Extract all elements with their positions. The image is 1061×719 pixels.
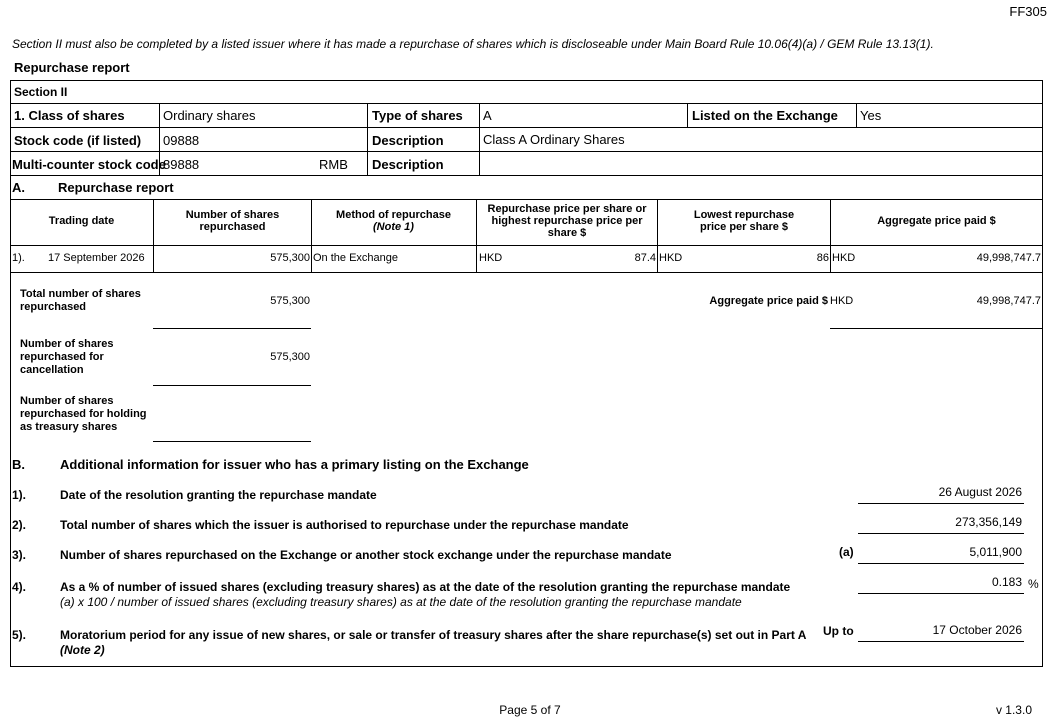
b3-text: Number of shares repurchased on the Exchange or another stock exchange under the repurchase mandate [60, 548, 672, 562]
row-lowest-currency: HKD [659, 252, 683, 264]
col-price: Repurchase price per share or highest repurchase price per share $ [487, 203, 647, 239]
description2-label: Description [372, 157, 444, 172]
b3-num: 3). [12, 548, 27, 562]
b1-value: 26 August 2026 [938, 485, 1022, 499]
stock-code-value: 09888 [163, 133, 200, 148]
multi-counter-value: 89888 [163, 157, 200, 172]
listed-value: Yes [860, 108, 882, 123]
b5-num: 5). [12, 628, 27, 642]
col-num-shares: Number of shares repurchased [185, 209, 280, 233]
col-method-note: (Note 1) [373, 221, 414, 233]
aggregate-total-currency: HKD [830, 295, 854, 307]
col-method-label: Method of repurchase [336, 209, 451, 221]
col-aggregate: Aggregate price paid $ [877, 215, 996, 227]
row-index: 1). [12, 252, 25, 264]
row-lowest: 86 [816, 252, 829, 264]
b4-unit: % [1028, 577, 1039, 591]
b3-tag: (a) [839, 545, 854, 559]
b4-num: 4). [12, 580, 27, 594]
type-label: Type of shares [372, 108, 463, 123]
class-label: 1. Class of shares [14, 108, 125, 123]
b4-text: As a % of number of issued shares (excluding treasury shares) as at the date of the resolution granting the repurchase mandate [60, 580, 791, 594]
multi-counter-label: Multi-counter stock code [12, 157, 166, 172]
b4-value: 0.183 [991, 575, 1022, 589]
version: v 1.3.0 [995, 703, 1032, 717]
page-number: Page 5 of 7 [499, 703, 561, 717]
section-label: Section II [14, 85, 68, 99]
row-aggregate-currency: HKD [832, 252, 856, 264]
part-b-title: Additional information for issuer who has a primary listing on the Exchange [60, 457, 529, 472]
row-price: 87.4 [634, 252, 656, 264]
col-trading-date: Trading date [48, 215, 115, 227]
b2-num: 2). [12, 518, 27, 532]
intro-text: Section II must also be completed by a listed issuer where it has made a repurchase of shares which is discloseable under Main Board Rule 10.06(4)(a) / GEM Rule 13.13(1). [12, 37, 934, 51]
row-num-shares: 575,300 [270, 252, 310, 264]
row-aggregate: 49,998,747.7 [976, 252, 1041, 264]
col-lowest: Lowest repurchase price per share $ [693, 209, 795, 233]
aggregate-total-value: 49,998,747.7 [976, 295, 1041, 307]
cancellation-value: 575,300 [270, 351, 310, 363]
row-method: On the Exchange [313, 252, 399, 264]
b3-value: 5,011,900 [969, 545, 1022, 559]
b5-tag: Up to [823, 624, 854, 638]
b5-note: (Note 2) [60, 643, 105, 657]
col-method [311, 209, 476, 233]
listed-label: Listed on the Exchange [692, 108, 838, 123]
report-title: Repurchase report [14, 60, 130, 75]
stock-code-label: Stock code (if listed) [14, 133, 142, 148]
row-price-currency: HKD [479, 252, 503, 264]
description-label: Description [372, 133, 444, 148]
type-value: A [483, 108, 492, 123]
treasury-label: Number of shares repurchased for holding as treasury shares [20, 395, 147, 433]
multi-counter-currency: RMB [319, 157, 348, 172]
b2-text: Total number of shares which the issuer is authorised to repurchase under the repurchase mandate [60, 518, 629, 532]
b5-value: 17 October 2026 [932, 623, 1022, 637]
row-trading-date: 17 September 2026 [48, 252, 145, 264]
part-a-letter: A. [12, 180, 25, 195]
b4-subtext: (a) x 100 / number of issued shares (excluding treasury shares) as at the date of the resolution granting the repurchase mandate [60, 595, 742, 609]
class-value: Ordinary shares [163, 108, 256, 123]
part-a-title: Repurchase report [58, 180, 174, 195]
b1-text: Date of the resolution granting the repurchase mandate [60, 488, 377, 502]
form-code: FF305 [1009, 4, 1047, 19]
total-shares-label: Total number of shares repurchased [20, 288, 141, 313]
part-b-letter: B. [12, 457, 25, 472]
cancellation-label: Number of shares repurchased for cancellation [20, 338, 114, 376]
b2-value: 273,356,149 [955, 515, 1022, 529]
aggregate-total-label: Aggregate price paid $ [709, 295, 828, 307]
total-shares-value: 575,300 [270, 295, 310, 307]
b5-text: Moratorium period for any issue of new shares, or sale or transfer of treasury shares after the share repurchase(s) set out in Part A [60, 628, 807, 642]
description-value: Class A Ordinary Shares [483, 132, 625, 147]
b1-num: 1). [12, 488, 27, 502]
